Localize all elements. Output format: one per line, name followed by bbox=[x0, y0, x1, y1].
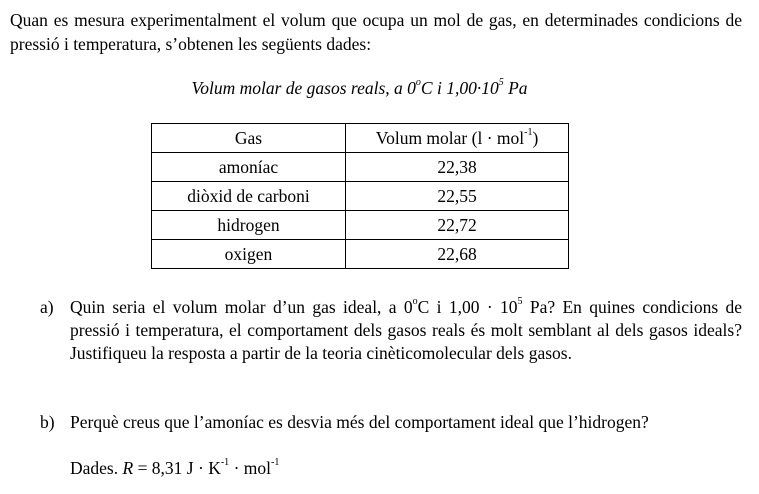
caption-text-pre: Volum molar de gasos reals, a 0 bbox=[191, 78, 416, 98]
cell-volum: 22,38 bbox=[346, 153, 569, 182]
question-b bbox=[40, 411, 742, 434]
cell-gas: amoníac bbox=[152, 153, 346, 182]
dades-exponent-1: -1 bbox=[220, 457, 230, 469]
dades-variable: R bbox=[122, 458, 134, 478]
caption-text-post: Pa bbox=[503, 78, 528, 98]
question-a-letter: a) bbox=[40, 297, 54, 317]
question-a bbox=[40, 296, 742, 365]
header-volum-text: Volum molar (l · mol bbox=[375, 128, 525, 148]
header-gas: Gas bbox=[152, 124, 346, 153]
question-a-part2: C i 1,00 · 10 bbox=[417, 297, 518, 317]
cell-gas: diòxid de carboni bbox=[152, 182, 346, 211]
question-a-exponent: 5 bbox=[517, 296, 523, 308]
dades-equation: = 8,31 J · K bbox=[133, 458, 221, 478]
dades-label: Dades. bbox=[70, 458, 119, 478]
caption-text-mid: C i 1,00·10 bbox=[420, 78, 499, 98]
header-volum-molar bbox=[346, 124, 569, 153]
cell-volum: 22,68 bbox=[346, 240, 569, 269]
question-b-text: Perquè creus que l’amoníac es desvia més del comportament ideal que l’hidrogen? bbox=[70, 412, 649, 432]
question-b-letter: b) bbox=[40, 412, 55, 432]
header-volum-close: ) bbox=[532, 128, 539, 148]
table-row bbox=[152, 182, 569, 211]
question-a-part1: Quin seria el volum molar d’un gas ideal, a 0 bbox=[70, 297, 413, 317]
table-row bbox=[152, 153, 569, 182]
gas-table bbox=[151, 123, 569, 269]
caption-degree: o bbox=[415, 77, 421, 89]
table-row bbox=[152, 240, 569, 269]
cell-gas: hidrogen bbox=[152, 211, 346, 240]
cell-volum: 22,55 bbox=[346, 182, 569, 211]
table-caption bbox=[0, 76, 759, 100]
question-a-degree: o bbox=[412, 296, 418, 308]
question-a-text bbox=[70, 296, 742, 365]
table-row bbox=[152, 211, 569, 240]
question-a-part3: Pa? En quines condicions de pressió i temperatura, el comportament dels gasos reals és molt semblant al dels gasos ideals? Justifiqueu la resposta a partir de la teoria cinèticomolecular dels gasos. bbox=[70, 297, 743, 363]
dades-exponent-2: -1 bbox=[271, 457, 280, 469]
cell-volum: 22,72 bbox=[346, 211, 569, 240]
intro-paragraph: Quan es mesura experimentalment el volum que ocupa un mol de gas, en determinades condicions de pressió i temperatura, s’obtenen les següents dades: bbox=[10, 10, 742, 54]
dades-mol: · mol bbox=[229, 458, 271, 478]
caption-exponent: 5 bbox=[498, 77, 504, 89]
dades-line bbox=[70, 456, 279, 480]
cell-gas: oxigen bbox=[152, 240, 346, 269]
header-volum-exponent: -1 bbox=[524, 127, 533, 139]
table-header-row bbox=[152, 124, 569, 153]
